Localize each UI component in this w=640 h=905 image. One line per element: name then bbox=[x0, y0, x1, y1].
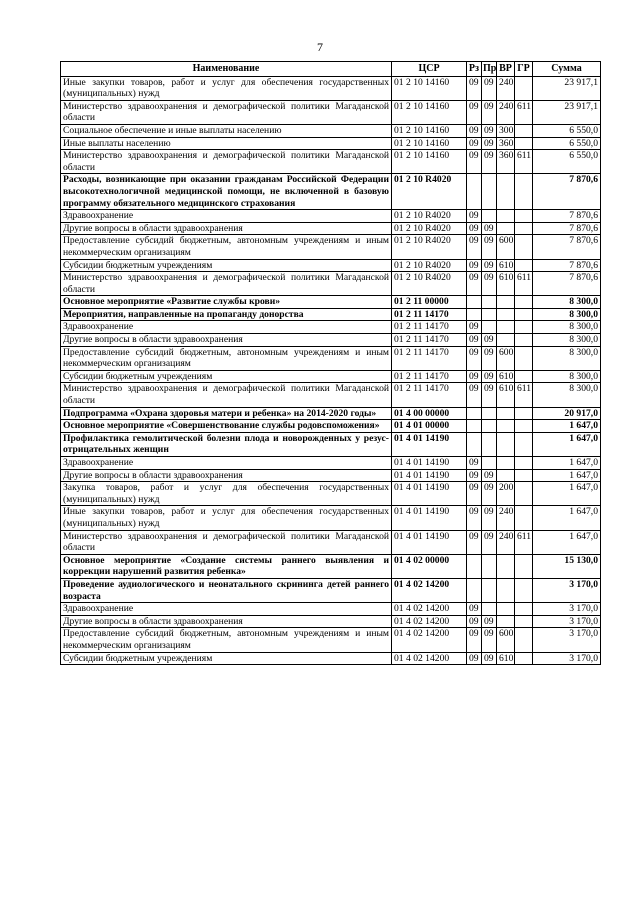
row-sum: 8 300,0 bbox=[533, 346, 601, 370]
row-sum: 20 917,0 bbox=[533, 407, 601, 420]
row-rz: 09 bbox=[467, 137, 482, 150]
row-vr bbox=[497, 578, 515, 602]
row-pr: 09 bbox=[482, 150, 497, 174]
row-pr bbox=[482, 210, 497, 223]
row-name: Мероприятия, направленные на пропаганду донорства bbox=[61, 308, 392, 321]
row-vr bbox=[497, 210, 515, 223]
row-rz: 09 bbox=[467, 272, 482, 296]
row-gr bbox=[515, 308, 533, 321]
row-vr: 240 bbox=[497, 76, 515, 100]
table-row bbox=[61, 321, 601, 334]
row-sum: 7 870,6 bbox=[533, 174, 601, 210]
table-row bbox=[61, 346, 601, 370]
header-sum: Сумма bbox=[533, 62, 601, 77]
row-gr bbox=[515, 210, 533, 223]
row-vr: 600 bbox=[497, 235, 515, 259]
row-gr bbox=[515, 222, 533, 235]
row-sum: 3 170,0 bbox=[533, 628, 601, 652]
row-csr: 01 4 02 14200 bbox=[392, 652, 467, 665]
header-vr: ВР bbox=[497, 62, 515, 77]
row-name: Предоставление субсидий бюджетным, автономным учреждениям и иным некоммерческим организациям bbox=[61, 628, 392, 652]
row-gr bbox=[515, 457, 533, 470]
row-rz: 09 bbox=[467, 628, 482, 652]
row-name: Основное мероприятие «Развитие службы крови» bbox=[61, 296, 392, 309]
table-row bbox=[61, 308, 601, 321]
row-pr: 09 bbox=[482, 259, 497, 272]
row-name: Основное мероприятие «Создание системы раннего выявления и коррекции нарушений развития ребенка» bbox=[61, 554, 392, 578]
row-gr bbox=[515, 652, 533, 665]
row-name: Расходы, возникающие при оказании гражданам Российской Федерации высокотехнологичной медицинской помощи, не включенной в базовую программу обязательного медицинского страхования bbox=[61, 174, 392, 210]
row-gr bbox=[515, 124, 533, 137]
row-name: Подпрограмма «Охрана здоровья матери и ребенка» на 2014-2020 годы» bbox=[61, 407, 392, 420]
table-body bbox=[61, 76, 601, 665]
row-gr bbox=[515, 334, 533, 347]
row-pr: 09 bbox=[482, 222, 497, 235]
row-vr: 600 bbox=[497, 628, 515, 652]
row-pr: 09 bbox=[482, 506, 497, 530]
row-vr bbox=[497, 615, 515, 628]
row-vr: 610 bbox=[497, 383, 515, 407]
row-pr: 09 bbox=[482, 530, 497, 554]
table-row bbox=[61, 578, 601, 602]
row-rz: 09 bbox=[467, 76, 482, 100]
row-gr bbox=[515, 578, 533, 602]
row-csr: 01 2 10 14160 bbox=[392, 137, 467, 150]
row-sum: 6 550,0 bbox=[533, 124, 601, 137]
row-gr bbox=[515, 137, 533, 150]
row-name: Другие вопросы в области здравоохранения bbox=[61, 222, 392, 235]
row-name: Министерство здравоохранения и демографической политики Магаданской области bbox=[61, 100, 392, 124]
row-pr: 09 bbox=[482, 370, 497, 383]
row-sum: 8 300,0 bbox=[533, 334, 601, 347]
row-sum: 3 170,0 bbox=[533, 615, 601, 628]
table-row bbox=[61, 615, 601, 628]
row-pr bbox=[482, 420, 497, 433]
row-vr: 610 bbox=[497, 370, 515, 383]
row-pr: 09 bbox=[482, 482, 497, 506]
row-sum: 7 870,6 bbox=[533, 272, 601, 296]
row-pr: 09 bbox=[482, 383, 497, 407]
row-vr bbox=[497, 457, 515, 470]
row-name: Субсидии бюджетным учреждениям bbox=[61, 370, 392, 383]
row-rz: 09 bbox=[467, 482, 482, 506]
row-pr bbox=[482, 407, 497, 420]
table-row bbox=[61, 457, 601, 470]
row-vr: 240 bbox=[497, 100, 515, 124]
row-pr: 09 bbox=[482, 469, 497, 482]
row-rz bbox=[467, 308, 482, 321]
row-pr bbox=[482, 578, 497, 602]
row-pr: 09 bbox=[482, 346, 497, 370]
row-csr: 01 2 11 14170 bbox=[392, 334, 467, 347]
row-rz bbox=[467, 432, 482, 456]
row-name: Основное мероприятие «Совершенствование службы родовспоможения» bbox=[61, 420, 392, 433]
row-pr bbox=[482, 603, 497, 616]
row-gr bbox=[515, 235, 533, 259]
row-vr bbox=[497, 296, 515, 309]
row-rz: 09 bbox=[467, 370, 482, 383]
row-pr: 09 bbox=[482, 124, 497, 137]
header-pr: Пр bbox=[482, 62, 497, 77]
row-pr: 09 bbox=[482, 615, 497, 628]
row-csr: 01 4 01 14190 bbox=[392, 469, 467, 482]
row-sum: 6 550,0 bbox=[533, 137, 601, 150]
row-gr bbox=[515, 469, 533, 482]
row-name: Министерство здравоохранения и демографической политики Магаданской области bbox=[61, 272, 392, 296]
row-csr: 01 4 01 14190 bbox=[392, 482, 467, 506]
row-csr: 01 2 11 14170 bbox=[392, 346, 467, 370]
table-row bbox=[61, 210, 601, 223]
row-sum: 7 870,6 bbox=[533, 235, 601, 259]
row-csr: 01 2 11 14170 bbox=[392, 321, 467, 334]
row-pr bbox=[482, 308, 497, 321]
table-row bbox=[61, 296, 601, 309]
row-gr bbox=[515, 370, 533, 383]
row-name: Социальное обеспечение и иные выплаты населению bbox=[61, 124, 392, 137]
row-csr: 01 2 10 14160 bbox=[392, 124, 467, 137]
row-vr bbox=[497, 321, 515, 334]
row-rz bbox=[467, 420, 482, 433]
row-vr: 610 bbox=[497, 652, 515, 665]
row-name: Предоставление субсидий бюджетным, автономным учреждениям и иным некоммерческим организациям bbox=[61, 235, 392, 259]
row-gr bbox=[515, 482, 533, 506]
row-name: Министерство здравоохранения и демографической политики Магаданской области bbox=[61, 383, 392, 407]
row-sum: 3 170,0 bbox=[533, 578, 601, 602]
row-pr bbox=[482, 554, 497, 578]
row-csr: 01 4 01 00000 bbox=[392, 420, 467, 433]
row-rz bbox=[467, 554, 482, 578]
table-row bbox=[61, 652, 601, 665]
table-row bbox=[61, 370, 601, 383]
row-csr: 01 4 01 14190 bbox=[392, 432, 467, 456]
row-gr bbox=[515, 407, 533, 420]
row-sum: 3 170,0 bbox=[533, 652, 601, 665]
row-name: Профилактика гемолитической болезни плода и новорожденных у резус-отрицательных женщин bbox=[61, 432, 392, 456]
row-rz: 09 bbox=[467, 334, 482, 347]
table-row bbox=[61, 482, 601, 506]
row-vr: 600 bbox=[497, 346, 515, 370]
row-gr bbox=[515, 296, 533, 309]
row-vr: 300 bbox=[497, 124, 515, 137]
row-name: Иные закупки товаров, работ и услуг для обеспечения государственных (муниципальных) нужд bbox=[61, 506, 392, 530]
row-vr: 240 bbox=[497, 530, 515, 554]
row-gr bbox=[515, 321, 533, 334]
row-pr: 09 bbox=[482, 334, 497, 347]
row-rz bbox=[467, 578, 482, 602]
row-vr: 240 bbox=[497, 506, 515, 530]
row-sum: 1 647,0 bbox=[533, 469, 601, 482]
table-row bbox=[61, 100, 601, 124]
row-sum: 8 300,0 bbox=[533, 370, 601, 383]
row-vr: 360 bbox=[497, 137, 515, 150]
row-vr bbox=[497, 222, 515, 235]
row-sum: 1 647,0 bbox=[533, 530, 601, 554]
row-csr: 01 2 10 R4020 bbox=[392, 222, 467, 235]
table-row bbox=[61, 432, 601, 456]
row-pr: 09 bbox=[482, 652, 497, 665]
row-pr: 09 bbox=[482, 100, 497, 124]
row-name: Здравоохранение bbox=[61, 603, 392, 616]
row-pr: 09 bbox=[482, 76, 497, 100]
row-vr bbox=[497, 554, 515, 578]
row-name: Министерство здравоохранения и демографической политики Магаданской области bbox=[61, 150, 392, 174]
row-gr: 611 bbox=[515, 100, 533, 124]
row-gr bbox=[515, 615, 533, 628]
row-csr: 01 2 11 14170 bbox=[392, 308, 467, 321]
row-csr: 01 4 01 14190 bbox=[392, 530, 467, 554]
row-csr: 01 4 01 14190 bbox=[392, 457, 467, 470]
row-vr bbox=[497, 407, 515, 420]
row-sum: 15 130,0 bbox=[533, 554, 601, 578]
row-vr: 610 bbox=[497, 272, 515, 296]
row-sum: 7 870,6 bbox=[533, 222, 601, 235]
row-name: Субсидии бюджетным учреждениям bbox=[61, 259, 392, 272]
table-row bbox=[61, 259, 601, 272]
row-csr: 01 2 11 00000 bbox=[392, 296, 467, 309]
row-pr: 09 bbox=[482, 235, 497, 259]
row-pr bbox=[482, 432, 497, 456]
row-name: Иные закупки товаров, работ и услуг для обеспечения государственных (муниципальных) нужд bbox=[61, 76, 392, 100]
row-rz: 09 bbox=[467, 321, 482, 334]
row-sum: 7 870,6 bbox=[533, 259, 601, 272]
row-sum: 1 647,0 bbox=[533, 482, 601, 506]
row-name: Министерство здравоохранения и демографической политики Магаданской области bbox=[61, 530, 392, 554]
row-pr bbox=[482, 457, 497, 470]
table-row bbox=[61, 469, 601, 482]
row-sum: 7 870,6 bbox=[533, 210, 601, 223]
row-gr: 611 bbox=[515, 383, 533, 407]
row-rz: 09 bbox=[467, 222, 482, 235]
row-rz: 09 bbox=[467, 383, 482, 407]
row-rz: 09 bbox=[467, 259, 482, 272]
table-row bbox=[61, 420, 601, 433]
row-rz: 09 bbox=[467, 124, 482, 137]
row-rz: 09 bbox=[467, 235, 482, 259]
table-row bbox=[61, 174, 601, 210]
row-csr: 01 2 10 14160 bbox=[392, 76, 467, 100]
row-name: Здравоохранение bbox=[61, 210, 392, 223]
row-csr: 01 4 01 14190 bbox=[392, 506, 467, 530]
row-csr: 01 2 10 R4020 bbox=[392, 210, 467, 223]
row-gr bbox=[515, 259, 533, 272]
row-rz bbox=[467, 296, 482, 309]
row-gr: 611 bbox=[515, 272, 533, 296]
row-rz: 09 bbox=[467, 346, 482, 370]
row-csr: 01 2 10 R4020 bbox=[392, 272, 467, 296]
row-name: Иные выплаты населению bbox=[61, 137, 392, 150]
row-name: Закупка товаров, работ и услуг для обеспечения государственных (муниципальных) нужд bbox=[61, 482, 392, 506]
row-csr: 01 4 02 14200 bbox=[392, 578, 467, 602]
row-gr bbox=[515, 554, 533, 578]
row-csr: 01 4 02 14200 bbox=[392, 628, 467, 652]
row-sum: 1 647,0 bbox=[533, 506, 601, 530]
table-header-row bbox=[61, 62, 601, 77]
row-vr: 610 bbox=[497, 259, 515, 272]
row-vr bbox=[497, 603, 515, 616]
row-csr: 01 4 02 14200 bbox=[392, 615, 467, 628]
row-vr bbox=[497, 432, 515, 456]
row-gr bbox=[515, 420, 533, 433]
row-rz: 09 bbox=[467, 615, 482, 628]
row-vr bbox=[497, 308, 515, 321]
table-row bbox=[61, 150, 601, 174]
row-sum: 8 300,0 bbox=[533, 383, 601, 407]
row-csr: 01 2 10 R4020 bbox=[392, 235, 467, 259]
row-vr bbox=[497, 469, 515, 482]
table-row bbox=[61, 628, 601, 652]
row-pr bbox=[482, 296, 497, 309]
row-name: Другие вопросы в области здравоохранения bbox=[61, 334, 392, 347]
row-csr: 01 2 10 R4020 bbox=[392, 259, 467, 272]
row-vr bbox=[497, 420, 515, 433]
table-row bbox=[61, 272, 601, 296]
row-gr bbox=[515, 346, 533, 370]
row-gr bbox=[515, 76, 533, 100]
row-rz: 09 bbox=[467, 210, 482, 223]
row-sum: 6 550,0 bbox=[533, 150, 601, 174]
table-row bbox=[61, 383, 601, 407]
row-gr bbox=[515, 603, 533, 616]
table-row bbox=[61, 530, 601, 554]
table-row bbox=[61, 137, 601, 150]
table-row bbox=[61, 506, 601, 530]
row-name: Предоставление субсидий бюджетным, автономным учреждениям и иным некоммерческим организациям bbox=[61, 346, 392, 370]
row-sum: 1 647,0 bbox=[533, 420, 601, 433]
header-gr: ГР bbox=[515, 62, 533, 77]
row-rz bbox=[467, 174, 482, 210]
row-gr: 611 bbox=[515, 150, 533, 174]
row-csr: 01 2 11 14170 bbox=[392, 370, 467, 383]
table-row bbox=[61, 124, 601, 137]
row-csr: 01 4 02 14200 bbox=[392, 603, 467, 616]
row-vr: 200 bbox=[497, 482, 515, 506]
row-pr bbox=[482, 321, 497, 334]
row-sum: 8 300,0 bbox=[533, 296, 601, 309]
row-sum: 3 170,0 bbox=[533, 603, 601, 616]
row-csr: 01 4 02 00000 bbox=[392, 554, 467, 578]
page-number: 7 bbox=[317, 40, 323, 54]
row-rz: 09 bbox=[467, 652, 482, 665]
row-rz: 09 bbox=[467, 457, 482, 470]
table-row bbox=[61, 76, 601, 100]
row-pr bbox=[482, 174, 497, 210]
row-vr bbox=[497, 334, 515, 347]
row-name: Другие вопросы в области здравоохранения bbox=[61, 469, 392, 482]
row-csr: 01 2 11 14170 bbox=[392, 383, 467, 407]
table-row bbox=[61, 603, 601, 616]
row-name: Проведение аудиологического и неонатального скрининга детей раннего возраста bbox=[61, 578, 392, 602]
header-rz: Рз bbox=[467, 62, 482, 77]
row-rz bbox=[467, 407, 482, 420]
row-rz: 09 bbox=[467, 603, 482, 616]
row-pr: 09 bbox=[482, 628, 497, 652]
table-row bbox=[61, 554, 601, 578]
row-sum: 23 917,1 bbox=[533, 76, 601, 100]
row-csr: 01 2 10 14160 bbox=[392, 150, 467, 174]
row-vr bbox=[497, 174, 515, 210]
row-pr: 09 bbox=[482, 137, 497, 150]
table-row bbox=[61, 235, 601, 259]
row-gr: 611 bbox=[515, 530, 533, 554]
row-pr: 09 bbox=[482, 272, 497, 296]
row-sum: 23 917,1 bbox=[533, 100, 601, 124]
row-csr: 01 4 00 00000 bbox=[392, 407, 467, 420]
row-gr bbox=[515, 174, 533, 210]
row-rz: 09 bbox=[467, 530, 482, 554]
row-sum: 1 647,0 bbox=[533, 432, 601, 456]
row-name: Здравоохранение bbox=[61, 321, 392, 334]
table-row bbox=[61, 407, 601, 420]
table-row bbox=[61, 222, 601, 235]
row-name: Другие вопросы в области здравоохранения bbox=[61, 615, 392, 628]
row-name: Здравоохранение bbox=[61, 457, 392, 470]
budget-table bbox=[60, 61, 601, 665]
row-sum: 8 300,0 bbox=[533, 321, 601, 334]
row-rz: 09 bbox=[467, 150, 482, 174]
row-gr bbox=[515, 506, 533, 530]
header-name: Наименование bbox=[61, 62, 392, 77]
row-sum: 8 300,0 bbox=[533, 308, 601, 321]
row-rz: 09 bbox=[467, 469, 482, 482]
table-row bbox=[61, 334, 601, 347]
row-csr: 01 2 10 R4020 bbox=[392, 174, 467, 210]
header-csr: ЦСР bbox=[392, 62, 467, 77]
row-rz: 09 bbox=[467, 506, 482, 530]
row-sum: 1 647,0 bbox=[533, 457, 601, 470]
row-vr: 360 bbox=[497, 150, 515, 174]
row-gr bbox=[515, 628, 533, 652]
row-csr: 01 2 10 14160 bbox=[392, 100, 467, 124]
row-gr bbox=[515, 432, 533, 456]
row-rz: 09 bbox=[467, 100, 482, 124]
row-name: Субсидии бюджетным учреждениям bbox=[61, 652, 392, 665]
